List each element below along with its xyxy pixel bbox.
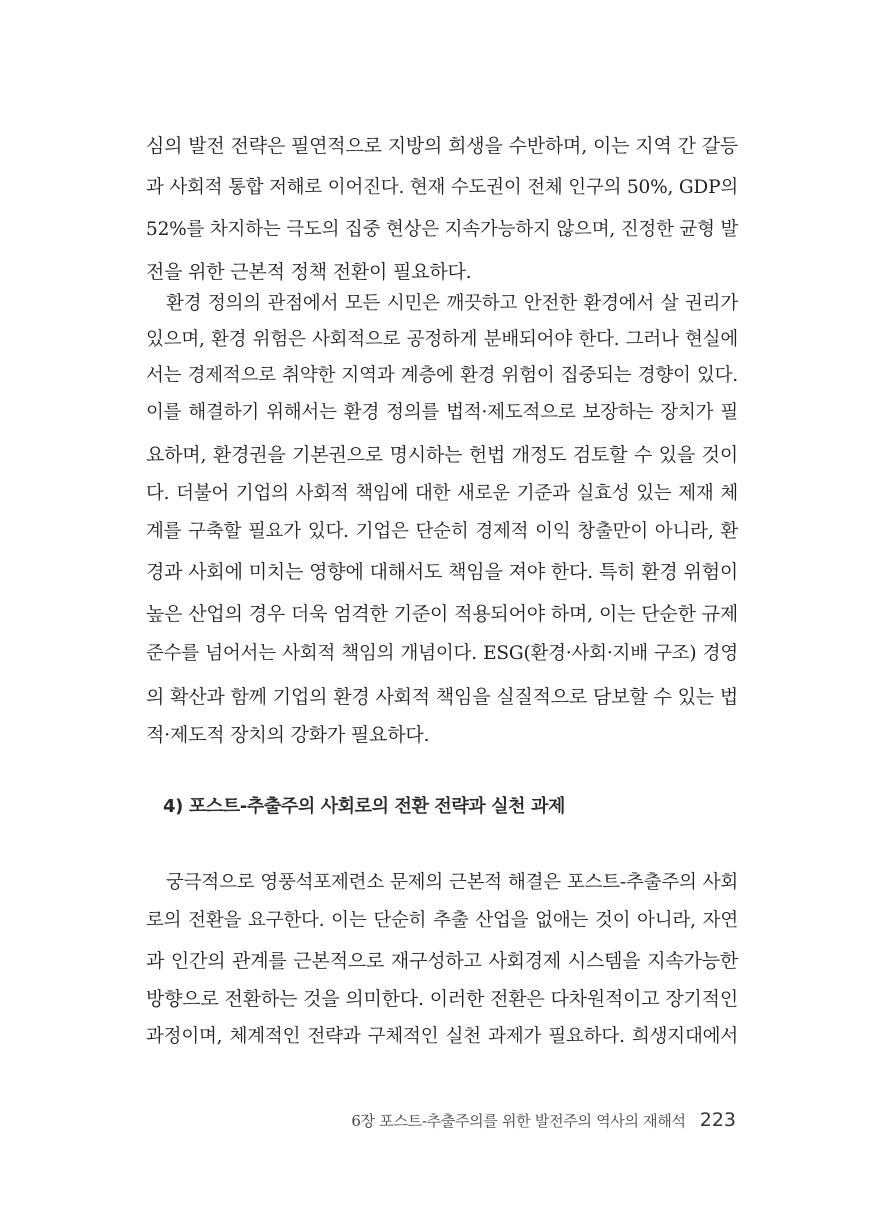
text-line: 의 확산과 함께 기업의 환경 사회적 책임을 실질적으로 담보할 수 있는 법 — [146, 686, 738, 708]
text-line: 이를 해결하기 위해서는 환경 정의를 법적·제도적으로 보장하는 장치가 필 — [146, 402, 738, 423]
text-line: 계를 구축할 필요가 있다. 기업은 단순히 경제적 이익 창출만이 아니라, 환 — [146, 521, 738, 542]
text-line: 과정이며, 체계적인 전략과 구체적인 실천 과제가 필요하다. 희생지대에서 — [146, 1026, 738, 1047]
text-line: 전을 위한 근본적 정책 전환이 필요하다. — [146, 261, 472, 283]
text-line: 서는 경제적으로 취약한 지역과 계층에 환경 위험이 집중되는 경향이 있다. — [146, 365, 738, 386]
text-line: 경과 사회에 미치는 영향에 대해서도 책임을 져야 한다. 특히 환경 위험이 — [146, 561, 738, 583]
text-line: 요하며, 환경권을 기본권으로 명시하는 헌법 개정도 검토할 수 있을 것이 — [146, 444, 738, 466]
text-line: 높은 산업의 경우 더욱 엄격한 기준이 적용되어야 하며, 이는 단순한 규제 — [146, 603, 738, 625]
section-heading: 4) 포스트-추출주의 사회로의 전환 전략과 실천 과제 — [163, 796, 565, 817]
text-line: 적·제도적 장치의 강화가 필요하다. — [146, 724, 430, 746]
text-line: 환경 정의의 관점에서 모든 시민은 깨끗하고 안전한 환경에서 살 권리가 — [166, 293, 738, 314]
text-line: 과 사회적 통합 저해로 이어진다. 현재 수도권이 전체 인구의 50%, GDP의 — [146, 177, 738, 198]
text-line: 궁극적으로 영풍석포제련소 문제의 근본적 해결은 포스트-추출주의 사회 — [166, 872, 738, 893]
text-line: 심의 발전 전략은 필연적으로 지방의 희생을 수반하며, 이는 지역 간 갈등 — [146, 135, 738, 157]
text-line: 방향으로 전환하는 것을 의미한다. 이러한 전환은 다차원적이고 장기적인 — [146, 988, 738, 1010]
text-line: 과 인간의 관계를 근본적으로 재구성하고 사회경제 시스템을 지속가능한 — [146, 950, 738, 972]
running-title: 6장 포스트-추출주의를 위한 발전주의 역사의 재해석 — [351, 1112, 686, 1130]
text-line: 있으며, 환경 위험은 사회적으로 공정하게 분배되어야 한다. 그러나 현실에 — [146, 329, 738, 350]
page-footer — [351, 1109, 736, 1131]
page-number: 223 — [699, 1109, 736, 1131]
text-line: 52%를 차지하는 극도의 집중 현상은 지속가능하지 않으며, 진정한 균형 발 — [146, 219, 739, 240]
text-line: 다. 더불어 기업의 사회적 책임에 대한 새로운 기준과 실효성 있는 제재 체 — [146, 483, 738, 504]
text-line: 로의 전환을 요구한다. 이는 단순히 추출 산업을 없애는 것이 아니라, 자연 — [146, 910, 738, 931]
text-line: 준수를 넘어서는 사회적 책임의 개념이다. ESG(환경·사회·지배 구조) 경영 — [146, 643, 738, 664]
